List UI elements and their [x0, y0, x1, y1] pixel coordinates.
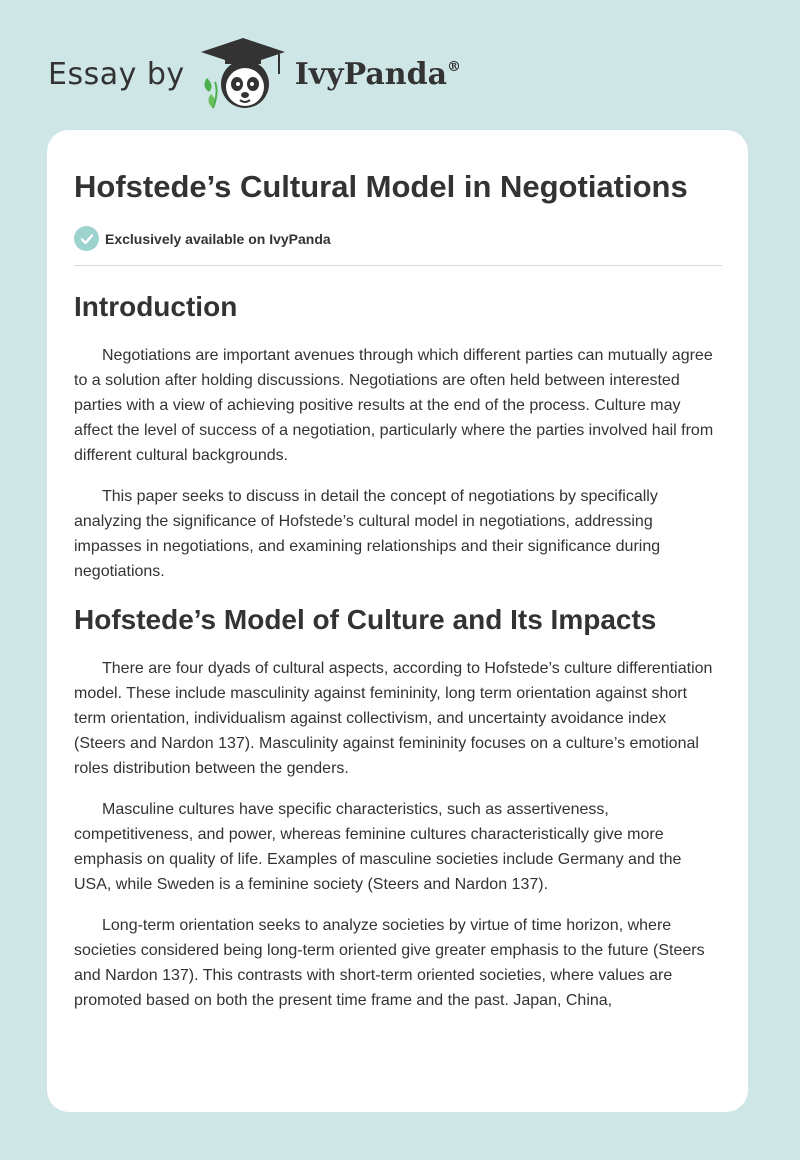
site-header: [48, 34, 461, 114]
paragraph: Negotiations are important avenues through which different parties can mutually agree to a solution after holding discussions. Negotiations are often held between interested parties with a view of achieving positive results at the end of the process. Culture may affect the level of success of a negotiation, particularly where the parties involved hail from different cultural backgrounds.: [74, 347, 714, 464]
essay-card: [47, 130, 748, 1112]
paragraph: This paper seeks to discuss in detail the concept of negotiations by specifically analyzing the significance of Hofstede’s cultural model in negotiations, addressing impasses in negotiations, and examining relationships and their significance during negotiations.: [74, 488, 661, 580]
section-heading-hofstede-model: Hofstede’s Model of Culture and Its Impacts: [74, 604, 657, 635]
divider: [74, 265, 722, 266]
exclusive-badge: [74, 226, 722, 251]
paragraph: Masculine cultures have specific characteristics, such as assertiveness, competitiveness, and power, whereas feminine cultures characteristically give more emphasis on quality of life. Examples of masculine societies include Germany and the USA, while Sweden is a feminine society (Steers and Nardon 137).: [74, 801, 682, 893]
ivypanda-logo-link[interactable]: [197, 34, 461, 114]
paragraph: Long-term orientation seeks to analyze societies by virtue of time horizon, where societies considered being long-term oriented give greater emphasis to the future (Steers and Nardon 137). This contrasts with short-term oriented societies, where values are promoted based on both the present time frame and the past. Japan, China,: [74, 917, 705, 1009]
panda-graduate-icon: [197, 34, 289, 114]
page-title: Hofstede’s Cultural Model in Negotiations: [74, 169, 688, 204]
badge-label: Exclusively available on IvyPanda: [105, 230, 331, 247]
section-heading-introduction: Introduction: [74, 291, 238, 322]
essay-by-label: Essay by: [48, 56, 185, 92]
brand-name: IvyPanda®: [294, 56, 462, 92]
checkmark-icon: [74, 226, 99, 251]
paragraph: There are four dyads of cultural aspects, according to Hofstede’s culture differentiation model. These include masculinity against femininity, long term orientation against short term orientation, individualism against collectivism, and uncertainty avoidance index (Steers and Nardon 137). Masculinity against femininity focuses on a culture’s emotional roles distribution between the genders.: [74, 660, 713, 777]
